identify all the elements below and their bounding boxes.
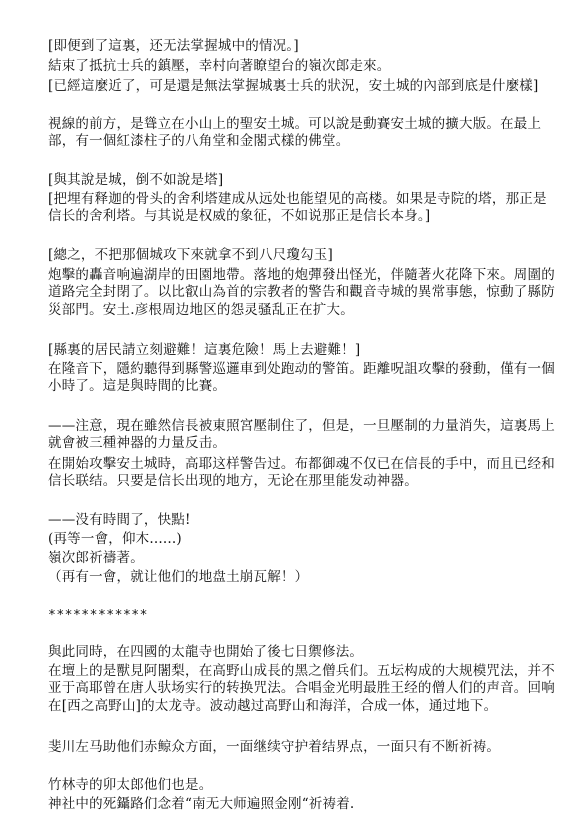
text-paragraph: [把埋有释迦的骨头的舍利塔建成从远处也能望见的高楼。如果是寺院的塔，那正是信长的舍利塔。与其说是权威的象征，不如说那正是信长本身。] xyxy=(48,191,547,225)
text-paragraph: 在開始攻擊安土城時，高耶这样警告过。布都御魂不仅已在信長的手中，而且已经和信长联结。只要是信长出现的地方，无论在那里能发动神器。 xyxy=(48,456,555,490)
text-paragraph: [與其說是城，倒不如說是塔] xyxy=(48,172,224,188)
text-paragraph: 視線的前方，是聳立在小山上的聖安土城。可以說是動賽安土城的擴大版。在最上部，有一個紅漆柱子的八角堂和金閣式樣的佛堂。 xyxy=(48,116,542,150)
text-paragraph: （再有一會，就让他们的地盘土崩瓦解！） xyxy=(48,569,309,585)
text-paragraph: 結束了抵抗士兵的鎮壓，幸村向著瞭望台的嶺次郎走來。 xyxy=(48,58,391,74)
text-paragraph: ——注意，現在雖然信長被東照宮壓制住了，但是，一旦壓制的力量消失，這裏馬上就會被三種神器的力量反击。 xyxy=(48,418,555,452)
text-paragraph: 與此同時，在四國的太龍寺也開始了後七日禦修法。 xyxy=(48,644,364,660)
text-paragraph: 在隆音下，隱約聽得到縣警巡邏車到处跑动的警笛。距離呪詛攻擊的發動，僅有一個小時了。這是與時間的比賽。 xyxy=(48,361,555,395)
text-paragraph: [已經這麼近了，可是還是無法掌握城裏士兵的狀況，安土城的內部到底是什麼樣] xyxy=(48,78,539,94)
text-paragraph: [即便到了這裏，还无法掌握城中的情况。] xyxy=(48,38,299,54)
text-paragraph: ——没有時間了，快點! xyxy=(48,512,191,528)
text-paragraph: 神社中的死鑷路们念着“南无大师遍照金刚“祈祷着. xyxy=(48,796,355,812)
text-paragraph: 嶺次郎祈禱著。 xyxy=(48,550,144,566)
text-paragraph: 竹林寺的卯太郎他们也是。 xyxy=(48,777,213,793)
text-paragraph: 在壇上的是獸見阿闍梨，在高野山成長的黑之僧兵们。五坛构成的大规模咒法，并不亚于高耶曾在唐人驮场实行的转换咒法。合唱金光明最胜王经的僧人们的声音。回响在[西之高野山]的太龙寺。波动越过高野山和海洋，合成一体，通过地下。 xyxy=(48,663,555,714)
section-separator: ************ xyxy=(48,608,148,623)
text-paragraph: 斐川左马助他们赤鲸众方面，一面继续守护着结界点，一面只有不断祈祷。 xyxy=(48,739,501,755)
text-paragraph: [縣裏的居民請立刻避難！這裏危險！馬上去避難！] xyxy=(48,342,361,358)
text-paragraph: (再等一會，仰木......) xyxy=(48,531,182,547)
text-paragraph: [總之，不把那個城攻下來就拿不到八尺瓊勾玉] xyxy=(48,247,333,263)
text-paragraph: 炮擊的轟音响遍湖岸的田園地帶。落地的炮彈發出怪光，伴隨著火花降下來。周圍的道路完全封閉了。以比叡山為首的宗教者的警告和觀音寺城的異常事態，惊動了縣防災部門。安土.彦根周边地区的怨灵骚乱正在扩大。 xyxy=(48,267,555,318)
